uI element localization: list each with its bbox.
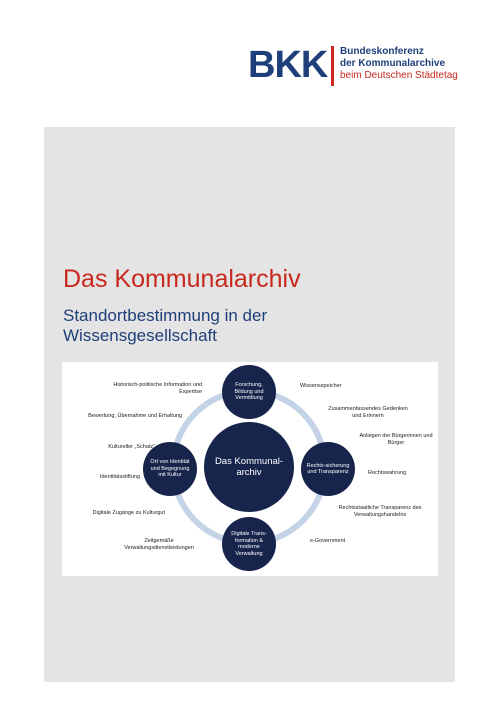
label-left-1: Historisch-politische Information und Expertise bbox=[113, 382, 202, 395]
node-left: Ort von Identität und Begegnung mit Kultur bbox=[143, 442, 197, 496]
logo-line-2: der Kommunalarchive bbox=[340, 58, 446, 69]
logo-line-3: beim Deutschen Städtetag bbox=[340, 70, 458, 81]
node-bottom: Digitale Trans-formation & moderne Verwaltung bbox=[222, 517, 276, 571]
logo-text bbox=[340, 46, 458, 82]
label-right-6: e-Government bbox=[310, 538, 346, 544]
node-top: Forschung, Bildung und Vermittlung bbox=[222, 365, 276, 419]
document-title: Das Kommunalarchiv bbox=[63, 265, 301, 293]
label-left-3: Kultureller „Schatz“ bbox=[108, 444, 155, 450]
label-left-2: Bewertung, Übernahme und Erhaltung bbox=[88, 413, 182, 419]
logo-divider bbox=[331, 46, 334, 86]
label-left-6: Zeitgemäße Verwaltungsdienstleistungen bbox=[124, 538, 194, 551]
label-left-5: Digitale Zugänge zu Kulturgut bbox=[92, 510, 165, 516]
document-subtitle: Standortbestimmung in der Wissensgesellschaft bbox=[63, 306, 268, 345]
label-left-4: Identitätsstiftung bbox=[99, 474, 140, 480]
center-node: Das Kommunal-archiv bbox=[204, 422, 294, 512]
label-right-4: Rechtswahrung bbox=[368, 470, 407, 476]
archive-diagram bbox=[62, 362, 438, 576]
bkk-logo bbox=[248, 42, 468, 88]
logo-line-1: Bundeskonferenz bbox=[340, 46, 424, 57]
label-right-3: Anliegen der Bürgerinnen und Bürger bbox=[359, 433, 433, 446]
label-right-5: Rechtsstaatliche Transparenz des Verwaltungshandelns bbox=[338, 505, 422, 518]
logo-letters: BKK bbox=[248, 44, 328, 86]
label-right-2: Zusammenfassendes Gedenken und Erinnern bbox=[328, 406, 408, 419]
label-right-1: Wissensspeicher bbox=[300, 383, 342, 389]
node-right: Rechts-sicherung und Transparenz bbox=[301, 442, 355, 496]
